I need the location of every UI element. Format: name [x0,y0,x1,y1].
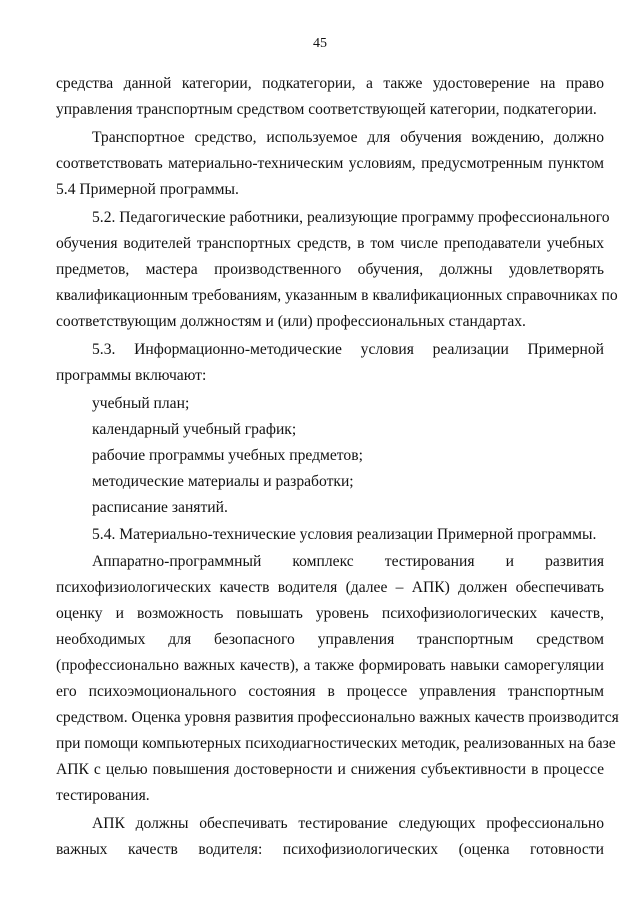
text-line: Аппаратно-программный комплекс тестирования и развития [92,553,604,570]
text-line: средства данной категории, подкатегории, а также удостоверение на право [56,75,604,92]
text-line: тестирования. [56,787,150,804]
text-line: оценку и возможность повышать уровень психофизиологических качеств, [56,605,604,622]
text-line: (профессионально важных качеств), а также формировать навыки саморегуляции [56,657,604,674]
text-line: необходимых для безопасного управления транспортным средством [56,631,604,648]
text-line: соответствующим должностям и (или) профессиональных стандартах. [56,313,526,330]
text-line: психофизиологических качеств водителя (далее – АПК) должен обеспечивать [56,579,604,596]
text-line: 5.3. Информационно-методические условия реализации Примерной [92,341,604,358]
text-line: предметов, мастера производственного обучения, должны удовлетворять [56,261,604,278]
text-line: обучения водителей транспортных средств, в том числе преподаватели учебных [56,235,604,252]
text-line: АПК должны обеспечивать тестирование следующих профессионально [92,815,604,832]
text-line: 5.4 Примерной программы. [56,181,239,198]
text-line: календарный учебный график; [92,421,297,438]
text-line: учебный план; [92,395,190,412]
text-line: программы включают: [56,367,207,384]
text-line: средством. Оценка уровня развития профессионально важных качеств производится [56,709,619,726]
text-line: квалификационным требованиям, указанным в квалификационных справочниках по [56,287,618,304]
text-line: рабочие программы учебных предметов; [92,447,363,464]
text-line: управления транспортным средством соответствующей категории, подкатегории. [56,101,597,118]
text-line: 5.2. Педагогические работники, реализующие программу профессионального [92,209,610,226]
text-line: его психоэмоционального состояния в процессе управления транспортным [56,683,604,700]
page-number: 45 [313,36,327,51]
text-line: Транспортное средство, используемое для обучения вождению, должно [92,129,604,146]
text-line: АПК с целью повышения достоверности и снижения субъективности в процессе [56,761,604,778]
text-line: методические материалы и разработки; [92,473,354,490]
text-line: соответствовать материально-техническим условиям, предусмотренным пунктом [56,155,604,172]
text-line: 5.4. Материально-технические условия реализации Примерной программы. [92,526,597,543]
text-line: важных качеств водителя: психофизиологических (оценка готовности [56,841,604,858]
text-line: расписание занятий. [92,499,228,516]
text-line: при помощи компьютерных психодиагностических методик, реализованных на базе [56,735,616,752]
